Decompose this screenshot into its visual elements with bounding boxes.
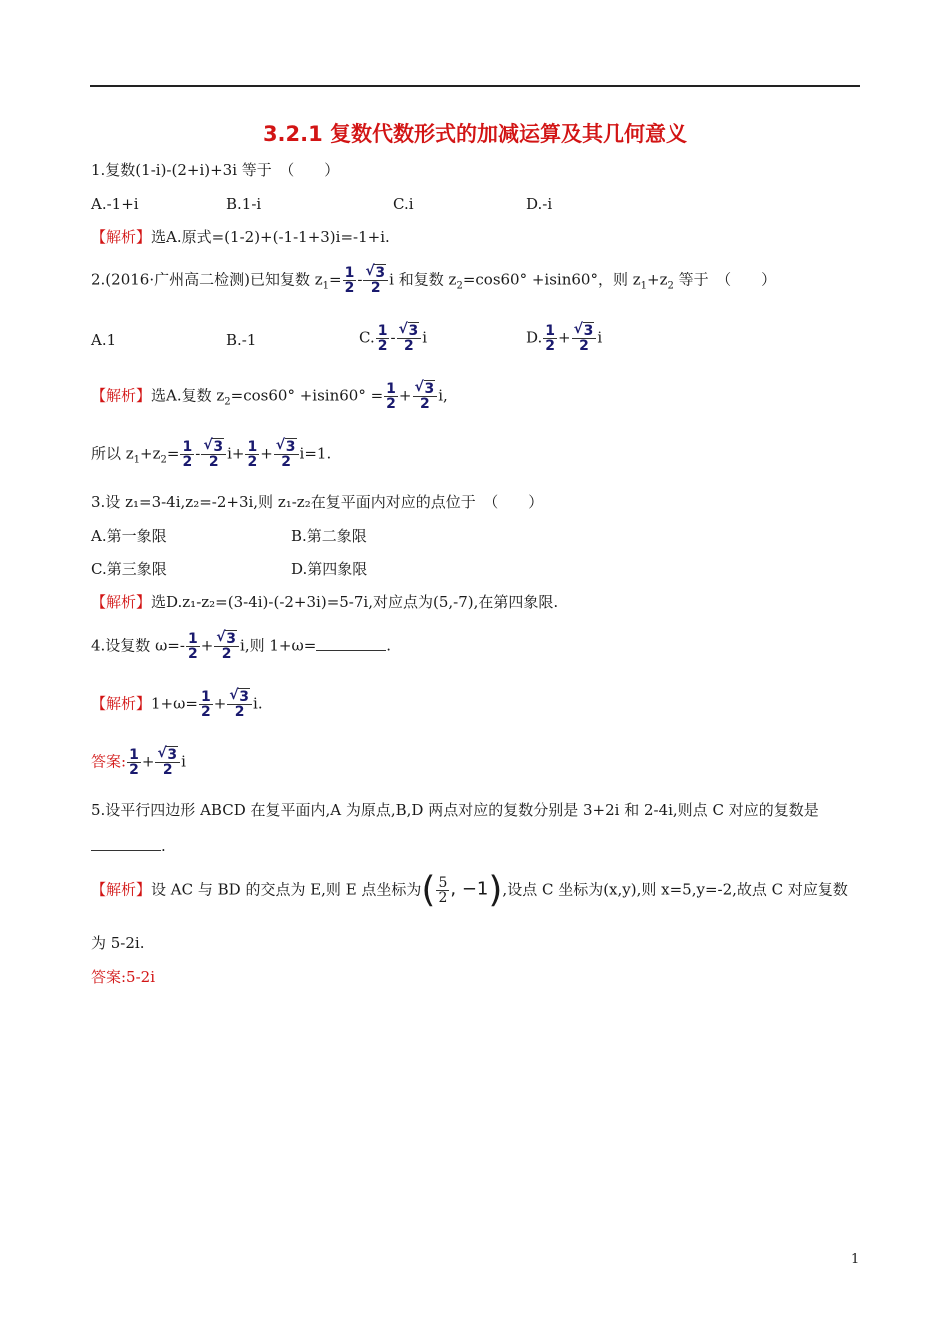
sub: 2 — [160, 454, 167, 466]
fraction-five-half — [436, 876, 449, 905]
den: 2 — [182, 454, 193, 470]
op: - — [357, 270, 363, 289]
num: 1 — [377, 323, 388, 339]
q5-answer: 答案:5-2i — [91, 968, 156, 986]
den: 2 — [344, 280, 355, 296]
num: 1 — [200, 689, 211, 705]
den: 2 — [281, 454, 292, 470]
radicand: 3 — [375, 265, 386, 281]
fraction-sqrt3-half — [413, 379, 438, 412]
text: i, — [438, 386, 448, 405]
fraction-half — [245, 440, 259, 469]
den: 2 — [404, 338, 414, 354]
paren-right: ) — [488, 869, 503, 911]
answer-blank[interactable] — [316, 636, 386, 651]
op: + — [260, 444, 273, 463]
answer-blank[interactable] — [91, 836, 161, 851]
den: 2 — [386, 396, 396, 412]
q2-analysis-line2: 所以 $z_1+z_2=$ $\frac{1}{2}$ - √ 3 2 i+ $\frac{1}{2}$ + √ 3 2 i=1. — [91, 437, 332, 470]
q2-stem-mid: 和复数 z — [393, 270, 457, 289]
fraction-half — [543, 324, 557, 353]
sub: 1 — [322, 280, 330, 292]
sub: 2 — [224, 396, 231, 408]
answer-label: 答案: — [91, 752, 127, 771]
num: √ 3 — [572, 324, 597, 339]
op: + — [398, 386, 412, 405]
num: √ 3 — [227, 690, 252, 705]
q3-analysis-text: 选D.z₁-z₂=(3-4i)-(-2+3i)=5-7i,对应点为(5,-7),在第四象限. — [151, 593, 559, 611]
text: i. — [253, 694, 263, 713]
num: 1 — [182, 439, 193, 455]
page-title: 3.2.1 复数代数形式的加减运算及其几何意义 — [262, 122, 688, 146]
fraction-sqrt3-half — [274, 437, 299, 470]
fraction-half — [127, 748, 141, 777]
q2-option-a: A.1 — [91, 331, 117, 349]
num: 1 — [344, 265, 355, 281]
radicand: 3 — [226, 631, 237, 647]
paren-left: ( — [421, 869, 436, 911]
fraction-sqrt3-half — [363, 263, 388, 296]
fraction-sqrt3-half — [572, 321, 597, 354]
eq: = — [166, 444, 180, 463]
fraction-half — [186, 632, 200, 661]
text: , −1 — [450, 878, 489, 900]
op: + — [200, 636, 214, 655]
q1-option-c: C.i — [393, 195, 414, 213]
num: √ 3 — [274, 440, 299, 455]
sub: 1 — [640, 280, 648, 292]
sub: 2 — [456, 280, 463, 292]
op: - — [195, 444, 201, 463]
q1-stem: 1.复数(1-i)-(2+i)+3i 等于 （ ） — [91, 161, 340, 179]
analysis-tag: 【解析】 — [91, 880, 152, 899]
q1-option-a: A.-1+i — [91, 195, 139, 213]
fraction-sqrt3-half — [214, 629, 239, 662]
i: i — [422, 328, 428, 347]
q2-stem-pre: 2.(2016·广州高二检测)已知复数 z — [91, 270, 323, 289]
den: 2 — [200, 704, 211, 720]
q3-option-c: C.第三象限 — [91, 560, 167, 578]
q2-stem-mid3: +z — [647, 270, 668, 289]
den: 2 — [420, 396, 430, 412]
num: √ 3 — [413, 382, 438, 397]
q5-analysis-line2: 为 5-2i. — [91, 934, 145, 952]
den: 2 — [247, 454, 258, 470]
den: 2 — [129, 762, 139, 778]
q1-option-b: B.1-i — [226, 195, 262, 213]
q3-stem: 3.设 z₁=3-4i,z₂=-2+3i,则 z₁-z₂在复平面内对应的点位于 （ ） — [91, 493, 544, 511]
q4-answer — [91, 745, 186, 778]
sub: 1 — [133, 454, 141, 466]
fraction-sqrt3-half — [201, 437, 226, 470]
page-number: 1 — [851, 1252, 860, 1267]
op: + — [213, 694, 227, 713]
radicand: 3 — [408, 323, 419, 339]
den: 2 — [234, 704, 245, 720]
num: √ 3 — [201, 440, 226, 455]
i: i — [227, 444, 232, 463]
num: 1 — [129, 747, 139, 763]
fraction-sqrt3-half — [155, 745, 180, 778]
fraction-half — [384, 382, 398, 411]
eq: = — [329, 270, 342, 289]
q5-blank-line: . — [91, 836, 166, 856]
label: D. — [526, 328, 543, 347]
radicand: 3 — [239, 689, 250, 705]
label: C. — [359, 328, 375, 347]
q5-stem: 5.设平行四边形 ABCD 在复平面内,A 为原点,B,D 两点对应的复数分别是 3+2i 和 2-4i,则点 C 对应的复数是 — [91, 801, 819, 819]
fraction-half — [199, 690, 213, 719]
radicand: 3 — [213, 439, 224, 455]
text: i=1. — [299, 444, 332, 463]
den: 2 — [545, 338, 556, 354]
q2-stem-mid2: =cos60° +isin60°，则 z — [462, 270, 641, 289]
q3-option-d: D.第四象限 — [291, 560, 368, 578]
q5-analysis — [91, 869, 848, 911]
fraction-half — [376, 324, 390, 353]
q1-analysis-text: 选A.原式=(1-2)+(-1-1+3)i=-1+i. — [151, 228, 390, 246]
den: 2 — [579, 338, 589, 354]
analysis-tag: 【解析】 — [91, 694, 152, 713]
analysis-tag: 【解析】 — [91, 593, 152, 611]
fraction-half — [343, 266, 357, 295]
den: 2 — [162, 762, 173, 778]
i: i — [597, 328, 603, 347]
num: √ 3 — [397, 324, 422, 339]
q4-analysis — [91, 687, 263, 720]
fraction-sqrt3-half — [397, 321, 422, 354]
text: 设 AC 与 BD 的交点为 E,则 E 点坐标为 — [151, 880, 422, 899]
fraction-sqrt3-half — [227, 687, 252, 720]
analysis-tag: 【解析】 — [91, 228, 152, 246]
op: + — [141, 752, 155, 771]
text: =cos60° +isin60° = — [230, 386, 384, 405]
den: 2 — [221, 646, 232, 662]
num: 1 — [386, 381, 396, 397]
op: + — [558, 328, 571, 347]
den: 2 — [438, 890, 448, 906]
q2-options — [91, 321, 791, 354]
text: 1+ω= — [151, 694, 198, 713]
radicand: 3 — [285, 439, 296, 455]
text: 所以 z — [91, 444, 134, 463]
den: 2 — [208, 454, 219, 470]
text: 4.设复数 ω=- — [91, 636, 185, 655]
q3-option-b: B.第二象限 — [291, 527, 367, 545]
header-rule — [90, 85, 860, 87]
num: √ 3 — [155, 748, 180, 763]
op: + — [231, 444, 245, 463]
q1-option-d: D.-i — [526, 195, 553, 213]
den: 2 — [377, 338, 388, 354]
op: + — [140, 444, 153, 463]
analysis-tag: 【解析】 — [91, 386, 152, 405]
text: i,则 1+ω= — [240, 636, 317, 655]
num: √ 3 — [214, 632, 239, 647]
q2-option-c — [359, 321, 428, 354]
num: 1 — [187, 631, 198, 647]
q2-stem — [91, 263, 777, 297]
sub: 2 — [667, 280, 674, 292]
q2-option-d — [526, 321, 603, 354]
radicand: 3 — [167, 747, 178, 763]
num: 1 — [545, 323, 556, 339]
i: i — [389, 270, 394, 289]
op: - — [390, 328, 396, 347]
num: 5 — [438, 875, 448, 891]
q2-analysis — [91, 379, 448, 413]
text: 选A.复数 z — [151, 386, 225, 405]
radicand: 3 — [424, 381, 435, 397]
q4-stem: 4.设复数 ω=- $\frac{1}{2}$ + √ 3 2 i,则 1+ω= . — [91, 629, 392, 662]
q1-analysis — [91, 227, 390, 247]
q3-analysis — [91, 592, 558, 612]
num: 1 — [247, 439, 258, 455]
text: ,设点 C 坐标为(x,y),则 x=5,y=-2,故点 C 对应复数 — [502, 880, 848, 899]
text: i — [181, 752, 186, 771]
q2-stem-end: 等于 （ ） — [673, 270, 777, 289]
den: 2 — [187, 646, 198, 662]
radicand: 3 — [583, 323, 594, 339]
den: 2 — [370, 280, 381, 296]
q3-option-a: A.第一象限 — [91, 527, 167, 545]
fraction-half — [180, 440, 194, 469]
num: √ 3 — [363, 266, 388, 281]
q2-option-b: B.-1 — [226, 331, 257, 349]
